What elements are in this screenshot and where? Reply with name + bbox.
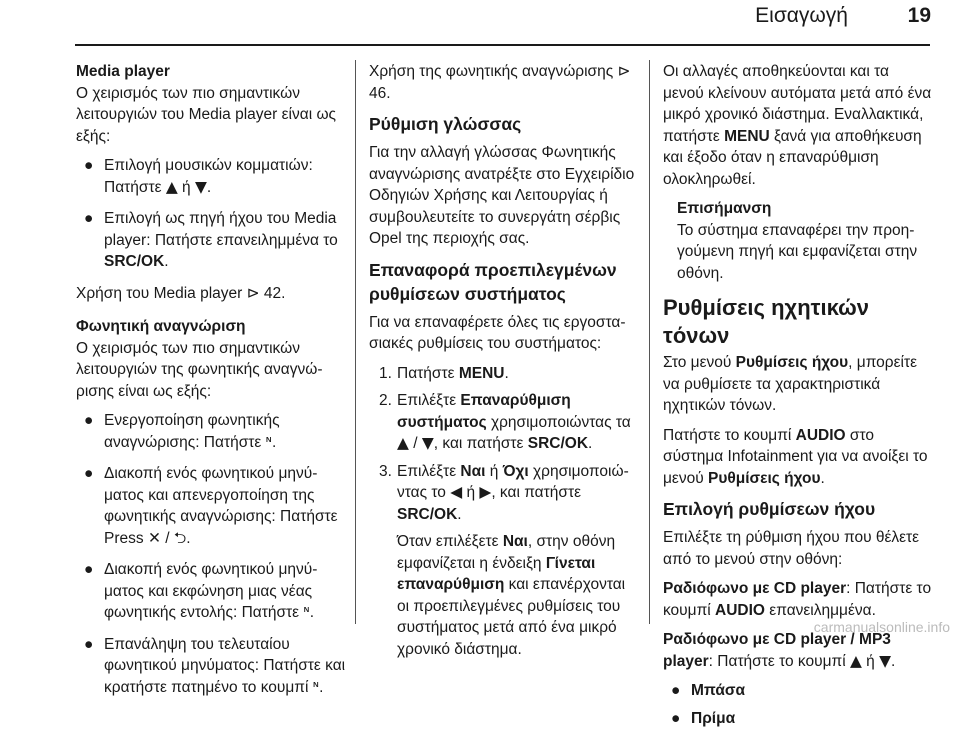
step-text: . — [504, 364, 509, 382]
column-divider-1 — [355, 60, 356, 624]
step-item — [369, 390, 637, 455]
step-detail — [397, 531, 637, 660]
page-number: 19 — [907, 4, 931, 27]
list-item — [76, 634, 348, 699]
device-name: Ραδιόφωνο με CD player / MP3 player — [663, 631, 891, 670]
step-number: 1. — [379, 364, 392, 382]
step-text: Όταν επιλέξετε — [397, 533, 503, 550]
button-name: MENU — [458, 364, 505, 382]
paragraph-text: . — [820, 469, 825, 487]
list-item-text: Διακοπή ενός φωνητικού μηνύματος και απενεργοποίηση της φωνητικής αναγνώρισης: Πατήστε Press — [104, 465, 338, 547]
voice-icon: ᶰ — [312, 677, 320, 696]
bullet-icon: ● — [84, 412, 94, 429]
button-name: SRC/OK — [104, 253, 165, 270]
option-bass: Μπάσα — [691, 682, 746, 699]
arrow-up-icon: ▲ — [397, 434, 409, 452]
header-title: Εισαγωγή — [755, 4, 848, 27]
step-text: . — [457, 505, 462, 523]
bullet-icon: ● — [671, 682, 681, 699]
paragraph-text: . — [891, 652, 896, 670]
radio-cd-paragraph — [663, 578, 933, 621]
paragraph-text: , μπορείτε να ρυθμίσετε τα χαρακτηριστικά ηχητικών τόνων. — [663, 354, 917, 414]
list-item-text: ή — [177, 178, 195, 196]
reference-text: Χρήση της φωνητικής αναγνώρισης — [369, 63, 618, 80]
list-item — [663, 680, 933, 702]
list-item-text: Επιλογή ως πηγή ήχου του Media player: Πατήστε επανειλημμένα το — [104, 210, 338, 249]
note-box — [663, 198, 933, 284]
step-text: , και πατήστε — [433, 435, 528, 452]
paragraph-text: στο σύστημα Infotainment για να ανοίξει το μενού — [663, 426, 928, 487]
display-message: Γίνεται επαναρύθμιση — [397, 554, 596, 593]
bullet-icon: ● — [84, 635, 94, 653]
step-text: . — [588, 435, 593, 452]
step-text: χρησιμοποιώντας τα — [486, 413, 631, 431]
option-no: Όχι — [502, 462, 529, 480]
paragraph-text: ή — [861, 652, 880, 670]
list-item-text: . — [206, 178, 212, 196]
media-player-heading: Media player — [76, 63, 170, 80]
paragraph-text: Πατήστε το κουμπί — [663, 426, 796, 444]
voice-recognition-list — [76, 410, 348, 698]
language-text: Για την αλλαγή γλώσσας Φωνητικής αναγνώρισης ανατρέξτε στο Εγχειρίδιο Οδηγιών Χρήσης και Λειτουργίας ή συμβουλευτείτε το συνεργάτη σέρβις Opel της περιοχής σας. — [369, 144, 635, 247]
language-heading: Ρύθμιση γλώσσας — [369, 114, 522, 134]
step-text: ή — [462, 484, 480, 501]
button-name: SRC/OK — [397, 505, 458, 523]
arrow-left-icon: ◀ — [450, 483, 463, 501]
bullet-icon: ● — [84, 561, 94, 578]
media-player-intro: Ο χειρισμός των πιο σημαντικών λειτουργιών του Media player είναι ως εξής: — [76, 84, 337, 145]
voice-icon: ᶰ — [303, 603, 310, 621]
list-item-text: . — [164, 253, 169, 270]
arrow-down-icon: ▼ — [879, 651, 892, 670]
note-label: Επισήμανση — [677, 200, 772, 217]
list-item — [76, 208, 348, 273]
bullet-icon: ● — [671, 709, 681, 727]
button-name: MENU — [724, 127, 770, 145]
step-item — [369, 363, 637, 385]
page-ref-icon: ⊳ — [246, 283, 260, 302]
media-player-list — [76, 155, 348, 273]
step-number: 2. — [379, 392, 392, 409]
paragraph-text: : Πατήστε το κουμπί — [663, 580, 932, 619]
list-item-text: / — [160, 529, 174, 547]
step-text: ή — [485, 462, 503, 480]
step-text: χρησιμοποιώντας το — [397, 462, 629, 501]
list-item-text: Επιλογή μουσικών κομματιών: Πατήστε — [104, 157, 313, 196]
button-name: AUDIO — [795, 426, 846, 444]
reference-text: Χρήση του Media player — [76, 284, 247, 302]
step-text: Επιλέξτε — [397, 462, 461, 480]
changes-paragraph — [663, 61, 933, 190]
step-number: 3. — [379, 462, 392, 480]
option-yes: Ναι — [460, 462, 486, 480]
header-rule — [75, 44, 930, 46]
watermark: carmanualsonline.info — [813, 618, 950, 635]
step-text: , στην οθόνη εμφανίζεται η ένδειξη — [397, 533, 616, 572]
column-2 — [369, 61, 637, 666]
paragraph-text: Στο μενού — [663, 354, 736, 371]
voice-recognition-heading: Φωνητική αναγνώριση — [76, 318, 246, 335]
paragraph-text: ξανά για αποθήκευση και έξοδο όταν η επαναρύθμιση ολοκληρωθεί. — [663, 127, 922, 188]
list-item-text: Επανάληψη του τελευταίου φωνητικού μηνύματος: Πατήστε και κρατήστε πατημένο το κουμπί — [104, 635, 346, 696]
list-item-text: Ενεργοποίηση φωνητικής αναγνώρισης: Πατήστε — [104, 412, 280, 451]
arrow-right-icon: ▶ — [479, 483, 492, 501]
bullet-icon: ● — [84, 210, 94, 227]
list-item — [76, 410, 348, 453]
paragraph-text: : Πατήστε το κουμπί — [708, 652, 850, 670]
step-text: και επανέρχονται οι προεπιλεγμένες ρυθμίσεις του συστήματος μετά από ένα μικρό χρονικό διάστημα. — [397, 576, 626, 658]
sound-options-list — [663, 680, 933, 729]
step-text: / — [408, 435, 422, 452]
step-text: , και πατήστε — [491, 484, 581, 501]
voice-recognition-intro: Ο χειρισμός των πιο σημαντικών λειτουργιών της φωνητικής αναγνώρισης είναι ως εξής: — [76, 339, 323, 400]
reset-intro: Για να επαναφέρετε όλες τις εργοστασιακές ρυθμίσεις του συστήματος: — [369, 313, 626, 352]
tone-settings-heading: Ρυθμίσεις ηχητικών τόνων — [663, 295, 869, 348]
paragraph-text: Οι αλλαγές αποθηκεύονται και τα μενού κλείνουν αυτόματα μετά από ένα μικρό χρονικό διάστημα. Εναλλακτικά, πατήστε — [663, 63, 932, 145]
column-1 — [76, 61, 348, 708]
paragraph-text: επανειλημμένα. — [765, 601, 876, 619]
step-text: Πατήστε — [397, 364, 459, 382]
arrow-up-icon: ▲ — [849, 651, 862, 670]
list-item-text: Διακοπή ενός φωνητικού μηνύματος και εκφώνηση μιας νέας φωνητικής εντολής: Πατήστε — [104, 561, 318, 621]
option-treble: Πρίμα — [691, 709, 736, 727]
reset-heading: Επαναφορά προεπιλεγμένων ρυθμίσεων συστήματος — [369, 259, 617, 304]
tone-paragraph-1 — [663, 352, 933, 417]
button-name: SRC/OK — [527, 435, 589, 452]
menu-name: Ρυθμίσεις ήχου — [735, 354, 849, 371]
bullet-icon: ● — [84, 157, 94, 174]
reset-steps — [369, 363, 637, 661]
list-item-text: . — [309, 604, 315, 621]
mute-icon: ✕ — [147, 528, 161, 547]
list-item — [76, 155, 348, 198]
arrow-up-icon: ▲ — [165, 177, 178, 196]
menu-item-name: Επαναρύθμιση συστήματος — [397, 392, 571, 431]
list-item — [663, 708, 933, 730]
button-name: AUDIO — [715, 601, 765, 619]
tone-paragraph-2 — [663, 425, 933, 490]
bullet-icon: ● — [84, 465, 94, 482]
media-player-reference — [76, 283, 348, 305]
step-item — [369, 461, 637, 661]
select-sound-heading: Επιλογή ρυθμίσεων ήχου — [663, 499, 876, 519]
list-item-text: . — [271, 433, 277, 451]
list-item — [76, 559, 348, 624]
voice-icon: ᶰ — [265, 432, 272, 451]
reference-page: 46. — [369, 84, 391, 102]
arrow-down-icon: ▼ — [194, 177, 207, 196]
back-icon: ⮌ — [173, 528, 187, 547]
option-yes: Ναι — [502, 533, 528, 550]
column-divider-2 — [649, 60, 650, 624]
arrow-down-icon: ▼ — [421, 434, 434, 452]
step-text: Επιλέξτε — [397, 392, 461, 409]
list-item-text: . — [186, 529, 191, 547]
note-text: Το σύστημα επαναφέρει την προηγούμενη πηγή και εμφανίζεται στην οθόνη. — [677, 221, 918, 282]
page-ref-icon: ⊳ — [617, 62, 631, 80]
select-sound-text: Επιλέξτε τη ρύθμιση ήχου που θέλετε από το μενού στην οθόνη: — [663, 529, 920, 568]
list-item-text: . — [319, 678, 324, 696]
list-item — [76, 463, 348, 549]
voice-reference — [369, 61, 637, 104]
reference-page: 42. — [259, 284, 286, 302]
menu-name: Ρυθμίσεις ήχου — [708, 469, 821, 487]
device-name: Ραδιόφωνο με CD player — [663, 580, 847, 597]
